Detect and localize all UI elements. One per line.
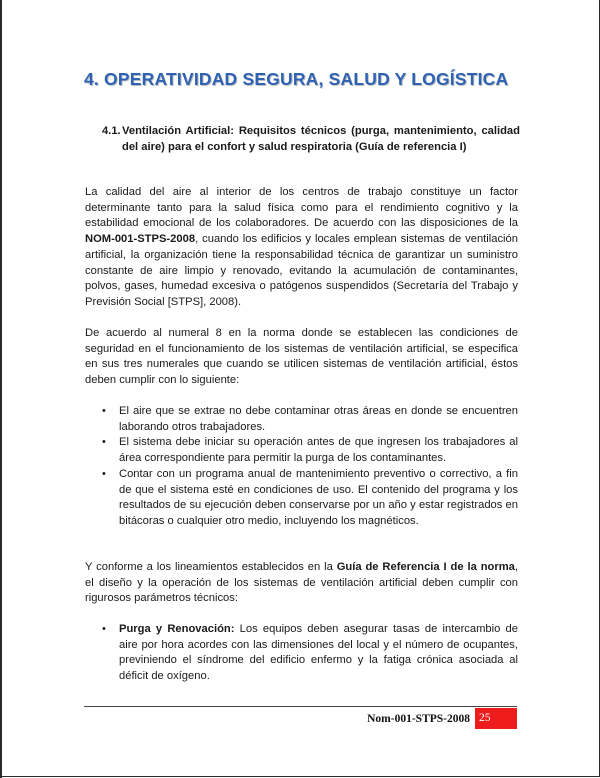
list-item	[100, 435, 518, 466]
bullet-icon: •	[102, 623, 106, 635]
subsection-number: 4.1.	[102, 125, 121, 137]
paragraph-1-text-a: La calidad del aire al interior de los centros de trabajo constituye un factor determinante tanto para la salud física como para el rendimiento cognitivo y la estabilidad emocional de los colaboradores. De acuerdo con las disposiciones de la	[85, 186, 518, 230]
paragraph-1	[85, 185, 518, 311]
bullet-icon: •	[102, 467, 106, 480]
paragraph-3-text-a: Y conforme a los lineamientos establecidos en la	[85, 561, 337, 573]
list-item	[100, 404, 518, 435]
norm-reference: NOM-001-STPS-2008	[85, 233, 196, 246]
list-item-text: Contar con un programa anual de mantenimiento preventivo o correctivo, a fin de que el sistema esté en condiciones de uso. El contenido del programa y los resultados de su ejecución deben conservarse por un año y estar registrados en bitácoras o cualquier otro medio, incluyendo los magnéticos.	[119, 467, 518, 527]
list-item-text: El aire que se extrae no debe contaminar otras áreas en donde se encuentren laborando otros trabajadores.	[119, 405, 518, 433]
section-heading: 4. OPERATIVIDAD SEGURA, SALUD Y LOGÍSTICA	[84, 69, 509, 89]
subsection-title: Ventilación Artificial: Requisitos técnicos (purga, mantenimiento, calidad del aire) para el confort y salud respiratoria (Guía de referencia I)	[122, 125, 520, 153]
paragraph-1-text-b: , cuando los edificios y locales emplean sistemas de ventilación artificial, la organización tiene la responsabilidad técnica de garantizar un suministro constante de aire limpio y renovado, evitando la acumulación de contaminantes, polvos, gases, humedad excesiva o patógenos suspendidos (Secretaría del Trabajo y Previsión Social [STPS], 2008).	[85, 233, 518, 308]
paragraph-3-text-b: , el diseño y la operación de los sistemas de ventilación artificial deben cumplir con rigurosos parámetros técnicos:	[85, 561, 519, 605]
footer-label: Nom-001-STPS-2008	[367, 713, 470, 725]
subsection-heading	[102, 124, 520, 155]
parameters-list	[100, 622, 518, 685]
guide-reference: Guía de Referencia I de la norma	[336, 561, 515, 573]
bullet-icon: •	[102, 405, 106, 417]
list-item-text: Los equipos deben asegurar tasas de intercambio de aire por hora acordes con las dimensiones del local y el número de ocupantes, previniendo el síndrome del edificio enfermo y la fatiga crónica asociada al déficit de oxígeno.	[119, 623, 519, 683]
footer-divider	[84, 706, 517, 707]
paragraph-2: De acuerdo al numeral 8 en la norma donde se establecen las condiciones de seguridad en el funcionamiento de los sistemas de ventilación artificial, se especifica en sus tres numerales que cuando se utilicen sistemas de ventilación artificial, éstos deben cumplir con lo siguiente:	[85, 327, 518, 387]
bullet-icon: •	[102, 436, 106, 449]
list-item-text: El sistema debe iniciar su operación antes de que ingresen los trabajadores al área correspondiente para permitir la purga de los contaminantes.	[119, 436, 518, 465]
list-item-title: Purga y Renovación:	[119, 623, 235, 635]
paragraph-3	[85, 560, 518, 607]
list-item	[100, 467, 518, 530]
requirements-list	[100, 404, 518, 530]
page-number-badge: 25	[475, 708, 517, 729]
page-border	[0, 0, 2, 778]
list-item	[100, 622, 518, 685]
